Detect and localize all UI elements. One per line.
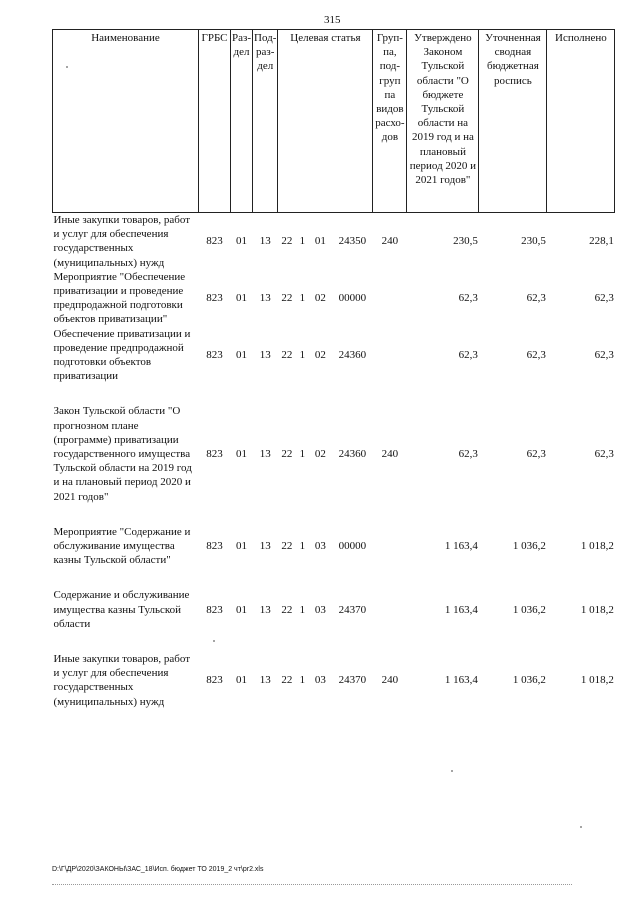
row-approved: 1 163,4 <box>444 540 478 553</box>
row-approved: 1 163,4 <box>444 674 478 687</box>
row-target-1: 22 <box>281 674 293 687</box>
row-executed: 62,3 <box>594 348 614 361</box>
spacer-row <box>53 383 615 404</box>
row-refined: 1 036,2 <box>512 674 546 687</box>
header-razdel: Раз-дел <box>231 30 253 213</box>
table-row <box>53 327 615 384</box>
header-target-article: Целевая статья <box>278 30 373 213</box>
row-executed: 1 018,2 <box>580 674 614 687</box>
row-razdel: 01 <box>236 448 247 461</box>
header-expense-group: Груп-па, под-груп па видов расхо-дов <box>373 30 407 213</box>
row-grbs: 823 <box>206 603 223 616</box>
row-target-1: 22 <box>281 348 293 361</box>
row-target-2: 1 <box>299 603 306 616</box>
scan-speck <box>451 770 453 772</box>
row-razdel: 01 <box>236 603 247 616</box>
row-podrazdel: 13 <box>259 292 271 305</box>
row-target-4: 24360 <box>338 448 367 461</box>
table-row <box>53 588 615 631</box>
row-group <box>373 270 407 327</box>
row-target-3: 03 <box>314 674 326 687</box>
row-target-1: 22 <box>281 448 293 461</box>
row-target-2: 1 <box>299 674 306 687</box>
row-executed: 62,3 <box>594 292 614 305</box>
header-grbs: ГРБС <box>199 30 231 213</box>
row-target-4: 24370 <box>338 603 367 616</box>
row-refined: 62,3 <box>526 348 546 361</box>
row-podrazdel: 13 <box>259 348 271 361</box>
header-refined: Уточненная сводная бюджетная роспись <box>479 30 547 213</box>
header-approved: Утверждено Законом Тульской области "О бюджете Тульской области на 2019 год и на плановый период 2020 и 2021 годов" <box>407 30 479 213</box>
table-row <box>53 404 615 503</box>
row-target-3: 02 <box>314 292 326 305</box>
row-executed: 62,3 <box>594 448 614 461</box>
row-target-3: 01 <box>314 235 326 248</box>
row-podrazdel: 13 <box>259 540 271 553</box>
scan-speck <box>580 826 582 828</box>
row-target-4: 00000 <box>338 540 367 553</box>
row-approved: 230,5 <box>453 235 478 248</box>
row-name: Закон Тульской области "О прогнозном плане (программе) приватизации государственного имущества Тульской области на 2019 год и на плановый период 2020 и 2021 годов" <box>53 405 192 503</box>
row-refined: 62,3 <box>526 448 546 461</box>
row-approved: 62,3 <box>458 292 478 305</box>
row-refined: 230,5 <box>521 235 546 248</box>
row-target-1: 22 <box>281 292 293 305</box>
row-target-3: 03 <box>314 540 326 553</box>
row-grbs: 823 <box>206 348 223 361</box>
row-razdel: 01 <box>236 674 247 687</box>
row-name: Иные закупки товаров, работ и услуг для обеспечения государственных (муниципальных) нужд <box>53 214 191 269</box>
table-row <box>53 213 615 270</box>
row-name: Мероприятие "Обеспечение приватизации и проведение предпродажной подготовки объектов приватизации" <box>53 270 186 326</box>
row-approved: 62,3 <box>458 348 478 361</box>
header-row <box>53 30 615 213</box>
row-target-1: 22 <box>281 235 293 248</box>
row-name: Мероприятие "Содержание и обслуживание имущества казны Тульской области" <box>53 525 191 567</box>
row-approved: 62,3 <box>458 448 478 461</box>
row-target-3: 02 <box>314 348 326 361</box>
spacer-row <box>53 567 615 588</box>
header-name: Наименование <box>53 30 199 213</box>
row-target-2: 1 <box>299 235 306 248</box>
row-grbs: 823 <box>206 292 223 305</box>
row-target-2: 1 <box>299 540 306 553</box>
row-podrazdel: 13 <box>259 674 271 687</box>
row-target-3: 02 <box>314 448 326 461</box>
row-grbs: 823 <box>206 540 223 553</box>
row-executed: 1 018,2 <box>580 540 614 553</box>
row-grbs: 823 <box>206 448 223 461</box>
row-target-1: 22 <box>281 540 293 553</box>
row-podrazdel: 13 <box>259 448 271 461</box>
row-group <box>373 525 407 568</box>
page-number: 315 <box>324 14 341 26</box>
row-razdel: 01 <box>236 540 247 553</box>
header-podrazdel: Под-раз-дел <box>253 30 278 213</box>
row-grbs: 823 <box>206 235 223 248</box>
table-row <box>53 270 615 327</box>
row-group <box>373 588 407 631</box>
row-target-3: 03 <box>314 603 326 616</box>
table-row <box>53 652 615 709</box>
row-executed: 1 018,2 <box>580 603 614 616</box>
row-approved: 1 163,4 <box>444 603 478 616</box>
row-executed: 228,1 <box>589 235 614 248</box>
table-row <box>53 525 615 568</box>
row-target-4: 00000 <box>338 292 367 305</box>
row-target-4: 24370 <box>338 674 367 687</box>
scan-speck <box>66 66 68 68</box>
file-path-footer: D:\Г\ДР\2020\ЗАКОНЫ\ЗАС_18\Исп. бюджет ТО 2019_2 чт\pr2.xls <box>52 866 264 873</box>
row-target-2: 1 <box>299 292 306 305</box>
row-group: 240 <box>381 235 399 248</box>
header-executed: Исполнено <box>547 30 615 213</box>
row-razdel: 01 <box>236 235 247 248</box>
row-razdel: 01 <box>236 348 247 361</box>
scan-speck <box>213 640 215 642</box>
spacer-row <box>53 631 615 652</box>
row-name: Обеспечение приватизации и проведение предпродажной подготовки объектов приватизации <box>53 327 191 383</box>
row-target-2: 1 <box>299 448 306 461</box>
row-target-4: 24360 <box>338 348 367 361</box>
row-target-1: 22 <box>281 603 293 616</box>
budget-table <box>52 29 615 709</box>
row-razdel: 01 <box>236 292 247 305</box>
row-group <box>373 327 407 384</box>
row-refined: 1 036,2 <box>512 540 546 553</box>
row-refined: 1 036,2 <box>512 603 546 616</box>
row-refined: 62,3 <box>526 292 546 305</box>
row-podrazdel: 13 <box>259 603 271 616</box>
row-group: 240 <box>381 674 399 687</box>
row-grbs: 823 <box>206 674 223 687</box>
row-target-4: 24350 <box>338 235 367 248</box>
row-name: Содержание и обслуживание имущества казны Тульской области <box>53 589 190 630</box>
row-group: 240 <box>381 448 399 461</box>
footer-divider <box>52 884 572 885</box>
spacer-row <box>53 504 615 525</box>
row-name: Иные закупки товаров, работ и услуг для обеспечения государственных (муниципальных) нужд <box>53 653 191 708</box>
row-target-2: 1 <box>299 348 306 361</box>
row-podrazdel: 13 <box>259 235 271 248</box>
